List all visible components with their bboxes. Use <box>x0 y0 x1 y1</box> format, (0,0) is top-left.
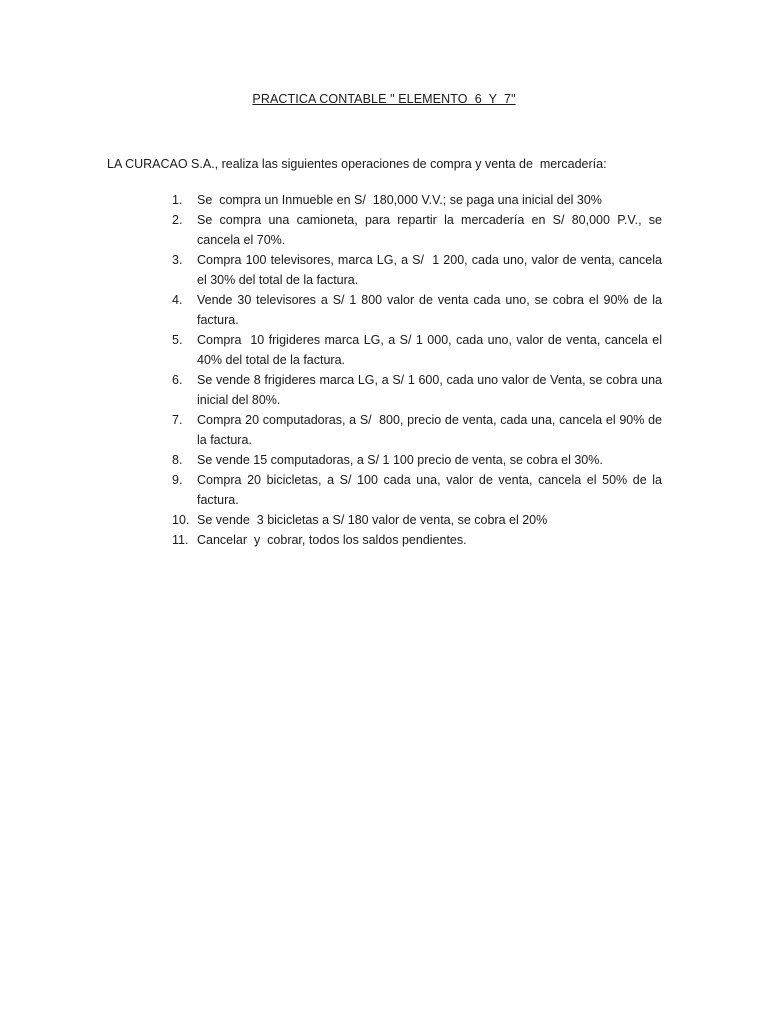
document-title: PRACTICA CONTABLE " ELEMENTO 6 Y 7" <box>252 92 516 106</box>
operation-item <box>172 370 666 410</box>
operation-item <box>172 210 666 250</box>
operation-text: Se vende 8 frigideres marca LG, a S/ 1 600, cada uno valor de Venta, se cobra una inicial del 80%. <box>197 373 666 407</box>
operation-number: 7. <box>172 413 183 427</box>
operation-item <box>172 330 666 370</box>
operation-item <box>172 470 666 510</box>
operation-item <box>172 250 666 290</box>
operation-text: Se vende 3 bicicletas a S/ 180 valor de venta, se cobra el 20% <box>197 513 548 527</box>
operation-text: Compra 10 frigideres marca LG, a S/ 1 000, cada uno, valor de venta, cancela el 40% del total de la factura. <box>197 333 666 367</box>
intro-paragraph: LA CURACAO S.A., realiza las siguientes operaciones de compra y venta de mercadería: <box>107 157 607 171</box>
operation-item <box>172 410 666 450</box>
operation-item <box>172 190 662 210</box>
operation-text: Vende 30 televisores a S/ 1 800 valor de venta cada uno, se cobra el 90% de la factura. <box>197 293 666 327</box>
operations-list <box>172 190 666 550</box>
operation-item <box>172 290 666 330</box>
operation-number: 4. <box>172 293 183 307</box>
operation-text: Se vende 15 computadoras, a S/ 1 100 precio de venta, se cobra el 30%. <box>197 453 603 467</box>
operation-text: Compra 20 bicicletas, a S/ 100 cada una, valor de venta, cancela el 50% de la factura. <box>197 473 666 507</box>
operation-number: 5. <box>172 333 183 347</box>
operation-item <box>172 530 662 550</box>
operation-number: 8. <box>172 453 183 467</box>
operation-number: 3. <box>172 253 183 267</box>
operation-number: 6. <box>172 373 183 387</box>
operation-number: 1. <box>172 193 183 207</box>
operation-number: 11. <box>172 533 189 547</box>
operation-number: 9. <box>172 473 183 487</box>
operation-number: 10. <box>172 513 190 527</box>
operation-text: Compra 100 televisores, marca LG, a S/ 1 200, cada uno, valor de venta, cancela el 30% del total de la factura. <box>197 253 666 287</box>
operation-number: 2. <box>172 213 183 227</box>
operation-text: Compra 20 computadoras, a S/ 800, precio de venta, cada una, cancela el 90% de la factura. <box>197 413 666 447</box>
operation-item <box>172 450 662 470</box>
operation-text: Cancelar y cobrar, todos los saldos pendientes. <box>197 533 467 547</box>
operation-text: Se compra una camioneta, para repartir la mercadería en S/ 80,000 P.V., se cancela el 70%. <box>197 213 666 247</box>
operation-item <box>172 510 662 530</box>
operation-text: Se compra un Inmueble en S/ 180,000 V.V.; se paga una inicial del 30% <box>197 193 602 207</box>
